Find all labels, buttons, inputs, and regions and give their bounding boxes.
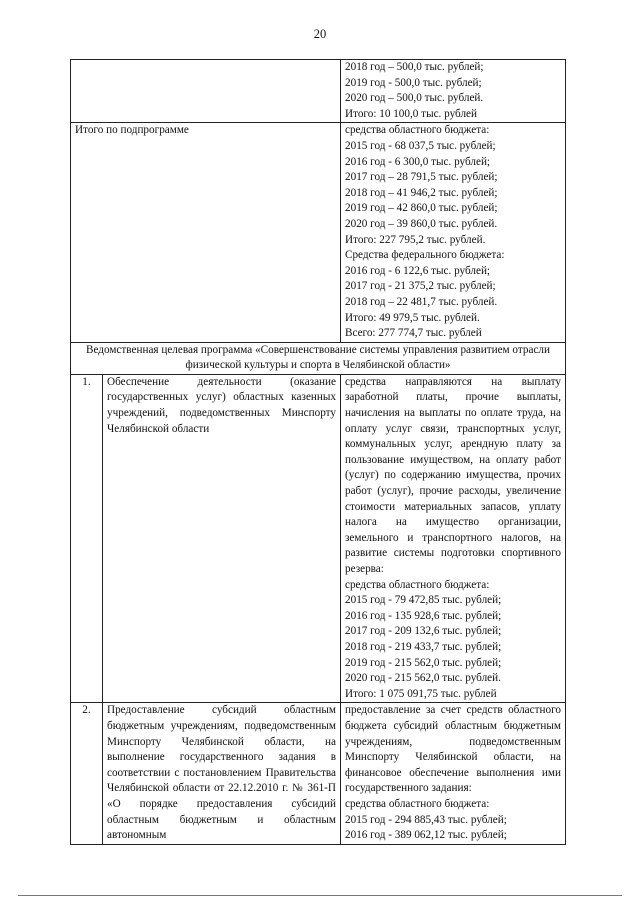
funding-line: средства областного бюджета: — [345, 797, 490, 810]
row-number: 2. — [71, 703, 103, 844]
program-heading: Ведомственная целевая программа «Совершенствование системы управления развитием отрасли физической культуры и спорта в Челябинской области» — [71, 342, 566, 374]
continued-funding-cell — [341, 60, 566, 123]
funding-line: 2019 год - 500,0 тыс. рублей; — [345, 76, 482, 89]
row-number: 1. — [71, 374, 103, 702]
funding-line: 2015 год - 68 037,5 тыс. рублей; — [345, 139, 496, 152]
funding-line: 2016 год - 6 122,6 тыс. рублей; — [345, 264, 491, 277]
funding-line: Всего: 277 774,7 тыс. рублей — [345, 327, 482, 340]
funding-line: 2018 год – 41 946,2 тыс. рублей; — [345, 186, 498, 199]
funding-line: 2020 год – 500,0 тыс. рублей. — [345, 92, 484, 105]
row-description — [341, 374, 566, 702]
funding-line: 2020 год – 39 860,0 тыс. рублей. — [345, 217, 498, 230]
page-number: 20 — [313, 27, 327, 41]
table-row — [71, 374, 566, 702]
page-bottom-rule — [18, 895, 622, 896]
subprogram-total-row — [71, 123, 566, 342]
funding-line: Итого: 49 979,5 тыс. рублей. — [345, 311, 480, 324]
row-name: Обеспечение деятельности (оказание государственных услуг) областных казенных учреждений, подведомственных Минспорту Челябинской области — [103, 374, 341, 702]
subprogram-total-funding — [341, 123, 566, 342]
row-description — [341, 703, 566, 844]
program-heading-row — [71, 342, 566, 374]
funding-line: 2017 год - 209 132,6 тыс. рублей; — [345, 625, 502, 638]
funding-line: 2018 год - 219 433,7 тыс. рублей; — [345, 640, 502, 653]
subprogram-total-label: Итого по подпрограмме — [71, 123, 341, 342]
funding-line: средства областного бюджета: — [345, 578, 490, 591]
row-purpose: предоставление за счет средств областного бюджета субсидий областным бюджетным учреждениям, подведомственным Минспорту Челябинской области, на финансовое обеспечение выполнения ими государственного задания: — [345, 704, 561, 795]
row-purpose: средства направляются на выплату заработной платы, прочие выплаты, начисления на выплаты по оплате труда, на оплату услуг связи, транспортных услуг, коммунальных услуг, арендную плату за пользование имуществом, на оплату работ (услуг) по содержанию имущества, прочих работ (услуг), прочие расходы, увеличение стоимости материальных запасов, уплату налога на имущество организации, земельного и транспортного налогов, на развитие системы подготовки спортивного резерва: — [345, 375, 561, 575]
funding-line: средства областного бюджета: — [345, 124, 490, 137]
funding-line: 2015 год - 79 472,85 тыс. рублей; — [345, 594, 502, 607]
program-table — [70, 59, 566, 845]
funding-line: 2020 год - 215 562,0 тыс. рублей. — [345, 672, 501, 685]
funding-line: 2015 год - 294 885,43 тыс. рублей; — [345, 813, 507, 826]
funding-line: 2016 год - 389 062,12 тыс. рублей; — [345, 829, 507, 842]
continued-row — [71, 60, 566, 123]
funding-line: 2017 год - 21 375,2 тыс. рублей; — [345, 280, 496, 293]
funding-line: 2019 год – 42 860,0 тыс. рублей; — [345, 202, 498, 215]
funding-line: 2018 год – 22 481,7 тыс. рублей. — [345, 295, 498, 308]
funding-line: 2016 год - 135 928,6 тыс. рублей; — [345, 609, 502, 622]
funding-line: 2019 год - 215 562,0 тыс. рублей; — [345, 656, 502, 669]
funding-line: Средства федерального бюджета: — [345, 249, 505, 262]
funding-line: 2017 год – 28 791,5 тыс. рублей; — [345, 171, 498, 184]
funding-line: 2018 год – 500,0 тыс. рублей; — [345, 61, 484, 73]
funding-line: Итого: 10 100,0 тыс. рублей — [345, 107, 477, 120]
funding-line: Итого: 1 075 091,75 тыс. рублей — [345, 687, 497, 700]
continued-left-cell — [71, 60, 341, 123]
funding-line: Итого: 227 795,2 тыс. рублей. — [345, 233, 486, 246]
table-row — [71, 703, 566, 844]
funding-line: 2016 год - 6 300,0 тыс. рублей; — [345, 155, 491, 168]
row-name: Предоставление субсидий областным бюджетным учреждениям, подведомственным Минспорту Челябинской области, на выполнение государственного задания в соответствии с постановлением Правительства Челябинской области от 22.12.2010 г. № 361-П «О порядке предоставления субсидий областным бюджетным и областным автономным — [103, 703, 341, 844]
